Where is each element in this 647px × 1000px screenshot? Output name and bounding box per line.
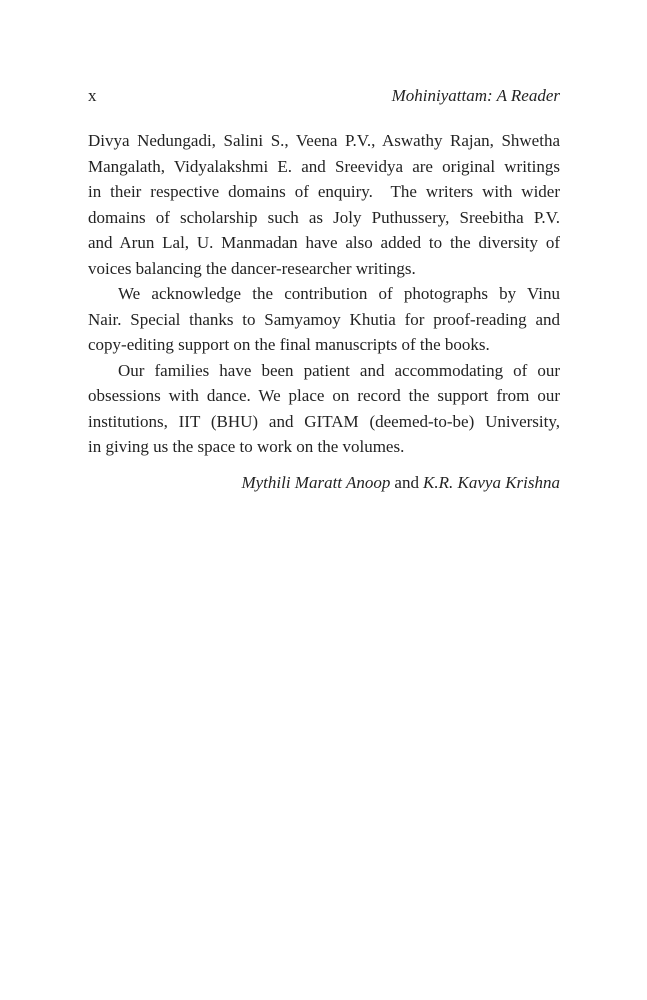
text-line: institutions, IIT (BHU) and GITAM (deemed-to-be) University, (88, 411, 560, 431)
page-body (88, 128, 560, 495)
running-header (88, 86, 560, 106)
paragraph (88, 358, 560, 460)
text-line: domains of scholarship such as Joly Puthussery, Sreebitha P.V. (88, 207, 560, 227)
signature-connector: and (394, 472, 419, 492)
text-line: copy-editing support on the final manuscripts of the books. (88, 335, 490, 354)
text-line: obsessions with dance. We place on record the support from our (88, 386, 560, 405)
text-line: Nair. Special thanks to Samyamoy Khutia for proof-reading and (88, 309, 560, 329)
author-name-1: Mythili Maratt Anoop (241, 472, 391, 492)
text-line: and Arun Lal, U. Manmadan have also added to the diversity of (88, 233, 560, 252)
signature-line (88, 470, 560, 496)
running-header-title: Mohiniyattam: A Reader (391, 86, 560, 105)
page-number: x (88, 86, 97, 105)
text-line: in their respective domains of enquiry. The writers with wider (88, 182, 560, 201)
author-name-2: K.R. Kavya Krishna (423, 472, 560, 492)
text-line: Divya Nedungadi, Salini S., Veena P.V., Aswathy Rajan, Shwetha (88, 131, 560, 150)
text-line: Mangalath, Vidyalakshmi E. and Sreevidya are original writings (88, 156, 560, 176)
paragraph (88, 128, 560, 281)
text-line: voices balancing the dancer-researcher writings. (88, 258, 416, 278)
paragraph (88, 281, 560, 358)
text-line: in giving us the space to work on the volumes. (88, 437, 405, 456)
text-line: We acknowledge the contribution of photographs by Vinu (118, 284, 560, 303)
text-line: Our families have been patient and accommodating of our (118, 360, 560, 380)
